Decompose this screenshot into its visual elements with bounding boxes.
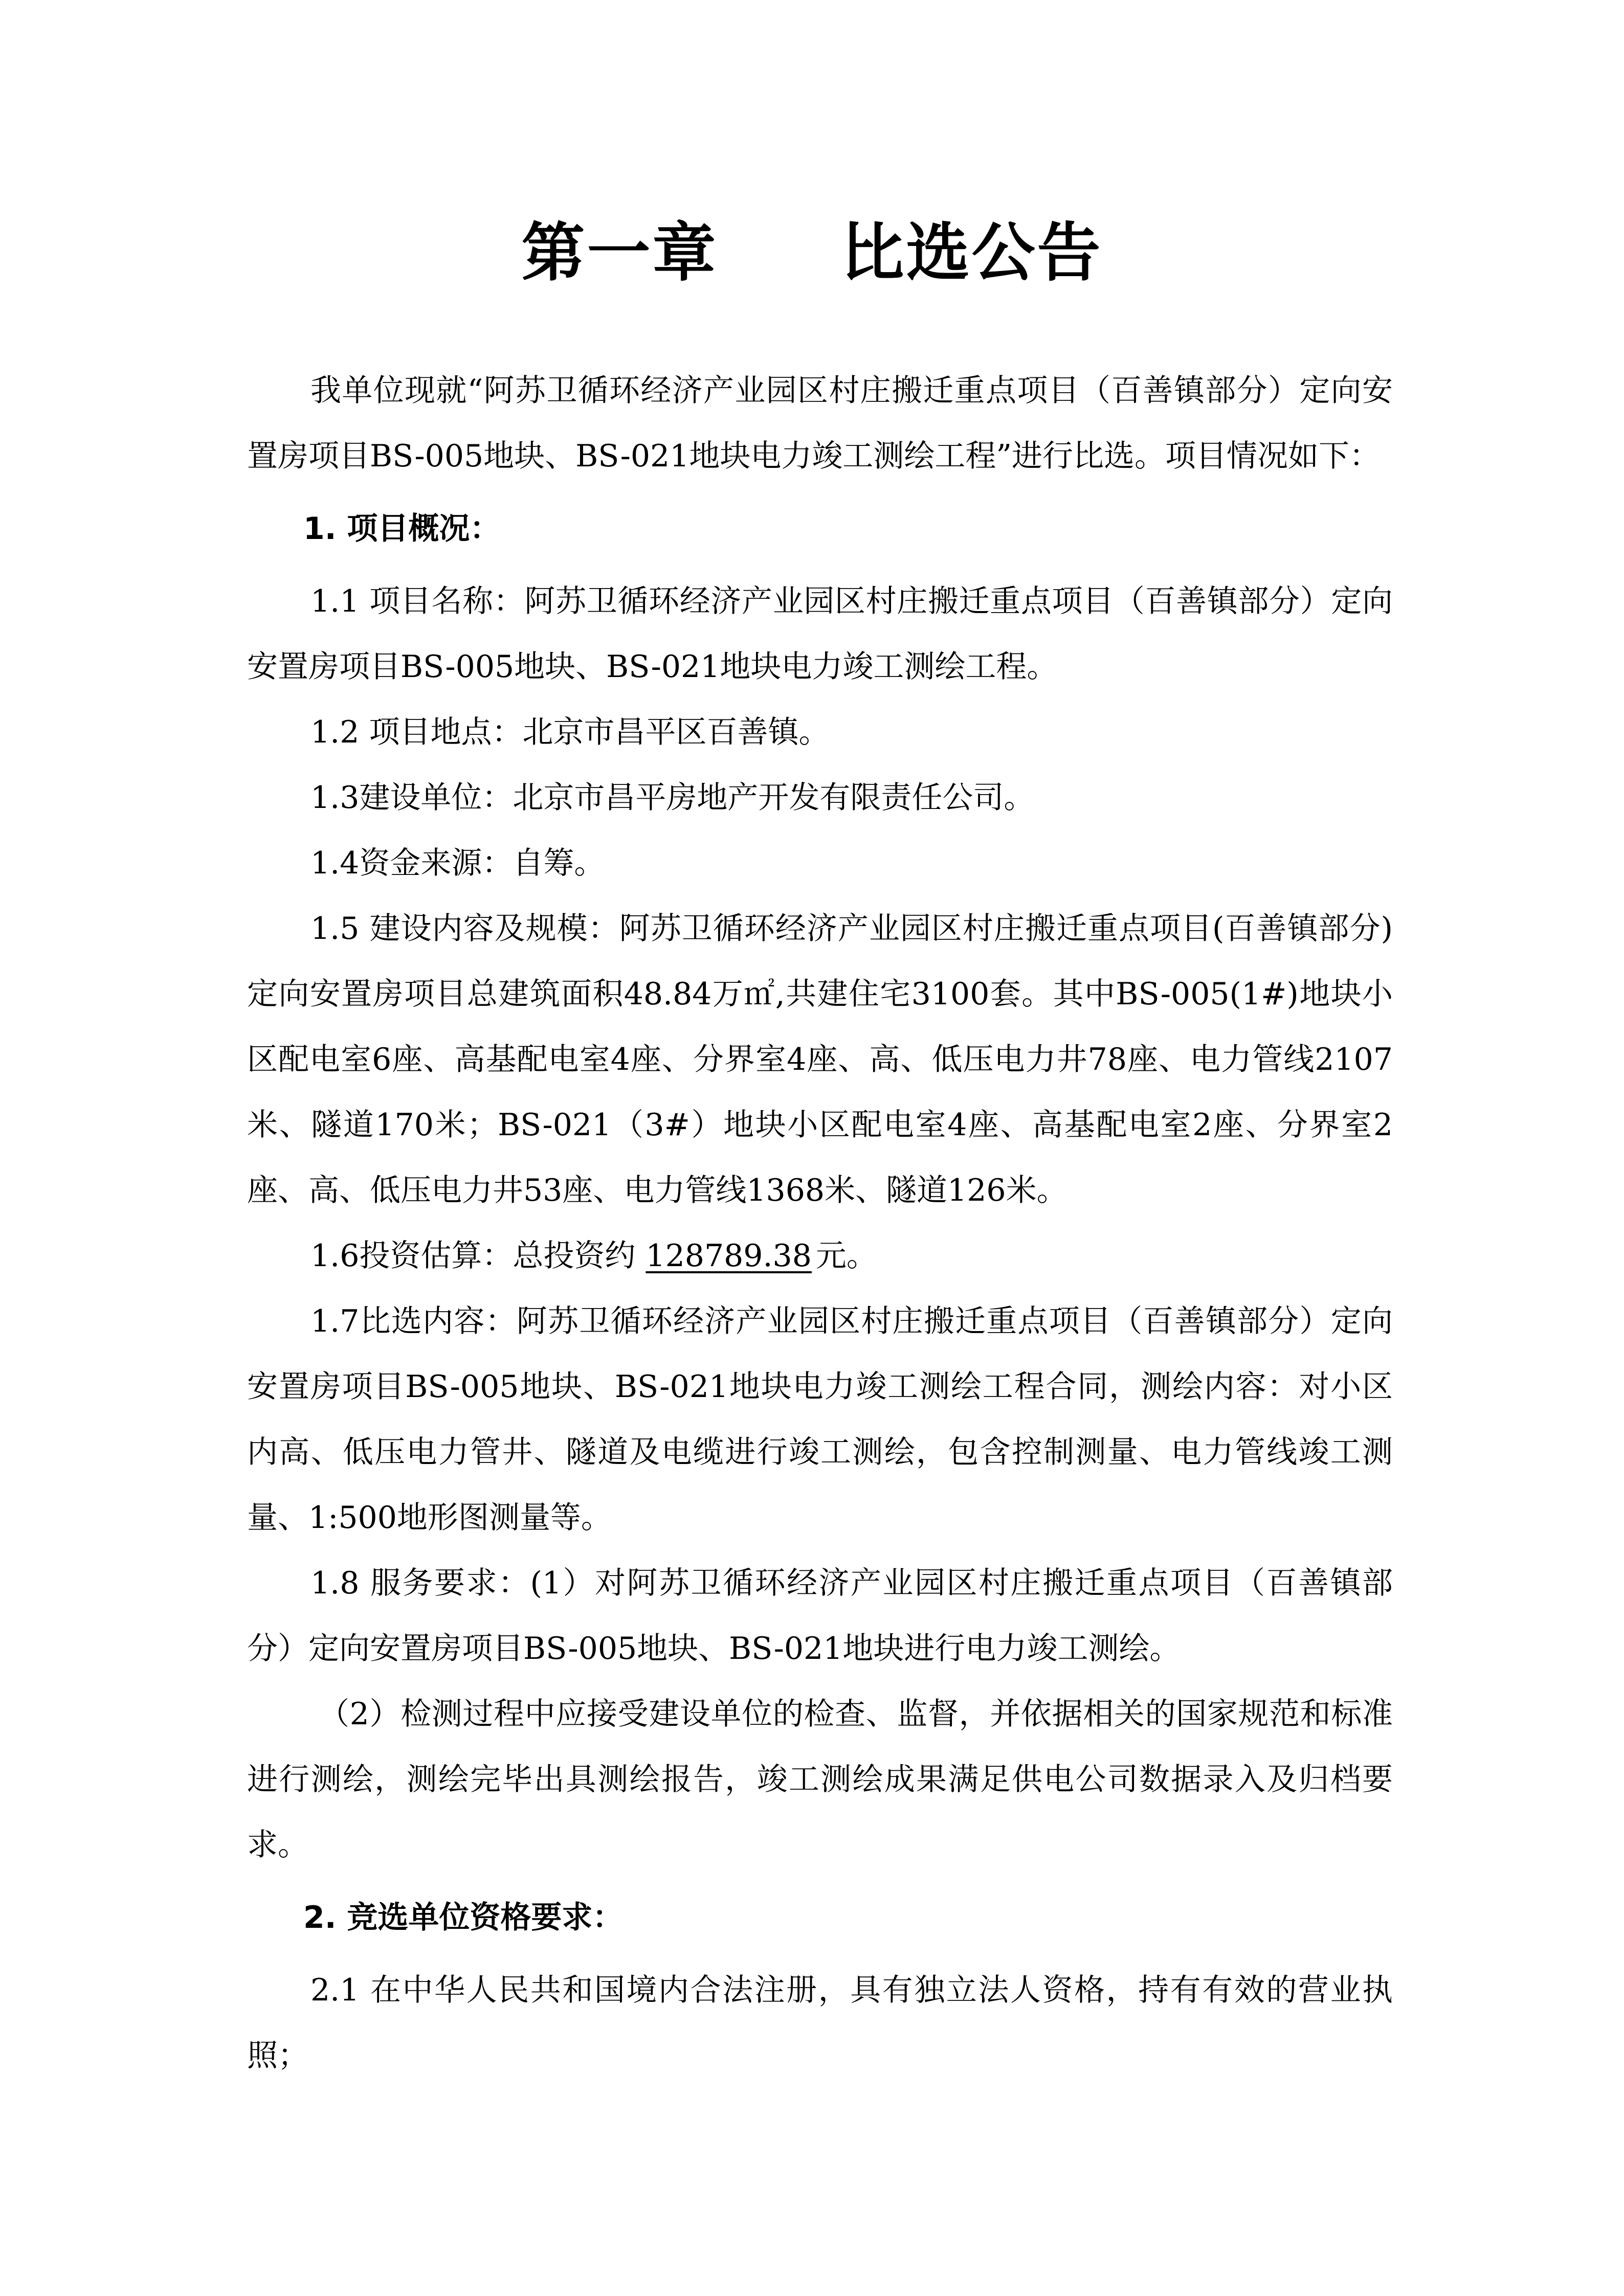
chapter-title <box>0 207 1624 299</box>
investment-label: 1.6投资估算：总投资约 <box>310 1238 636 1274</box>
document-body <box>247 358 1393 2088</box>
investment-unit: 元。 <box>815 1238 877 1274</box>
item-service-requirements: 1.8 服务要求：(1）对阿苏卫循环经济产业园区村庄搬迁重点项目（百善镇部分）定向安置房项目BS-005地块、BS-021地块进行电力竣工测绘。 <box>247 1565 1393 1667</box>
item-project-name: 1.1 项目名称：阿苏卫循环经济产业园区村庄搬迁重点项目（百善镇部分）定向安置房项目BS-005地块、BS-021地块电力竣工测绘工程。 <box>247 583 1393 685</box>
item-construction-unit: 1.3建设单位：北京市昌平房地产开发有限责任公司。 <box>310 780 1035 816</box>
item-fund-source: 1.4资金来源：自筹。 <box>310 845 605 881</box>
section-heading-project-overview: 1. 项目概况： <box>303 511 501 547</box>
section-heading-qualification: 2. 竞选单位资格要求： <box>303 1900 624 1935</box>
item-construction-scale: 1.5 建设内容及规模：阿苏卫循环经济产业园区村庄搬迁重点项目(百善镇部分)定向安置房项目总建筑面积48.84万㎡,共建住宅3100套。其中BS-005(1#)地块小区配电室6座、高基配电室4座、分界室4座、高、低压电力井78座、电力管线2107米、隧道170米；BS-021（3#）地块小区配电室4座、高基配电室2座、分界室2座、高、低压电力井53座、电力管线1368米、隧道126米。 <box>247 911 1393 1208</box>
item-qualification-1: 2.1 在中华人民共和国境内合法注册，具有独立法人资格，持有有效的营业执照； <box>247 1972 1393 2074</box>
investment-amount: 128789.38 <box>646 1238 812 1274</box>
item-service-requirements-2: （2）检测过程中应接受建设单位的检查、监督，并依据相关的国家规范和标准进行测绘，测绘完毕出具测绘报告，竣工测绘成果满足供电公司数据录入及归档要求。 <box>247 1696 1393 1863</box>
intro-paragraph: 我单位现就“阿苏卫循环经济产业园区村庄搬迁重点项目（百善镇部分）定向安置房项目BS-005地块、BS-021地块电力竣工测绘工程”进行比选。项目情况如下： <box>247 373 1393 474</box>
chapter-name: 比选公告 <box>840 216 1103 290</box>
item-selection-content: 1.7比选内容：阿苏卫循环经济产业园区村庄搬迁重点项目（百善镇部分）定向安置房项目BS-005地块、BS-021地块电力竣工测绘工程合同，测绘内容：对小区内高、低压电力管井、隧道及电缆进行竣工测绘，包含控制测量、电力管线竣工测量、1:500地形图测量等。 <box>247 1303 1393 1536</box>
item-project-location: 1.2 项目地点：北京市昌平区百善镇。 <box>310 714 830 750</box>
item-investment-estimate <box>247 1223 1393 1289</box>
chapter-number: 第一章 <box>521 216 718 290</box>
